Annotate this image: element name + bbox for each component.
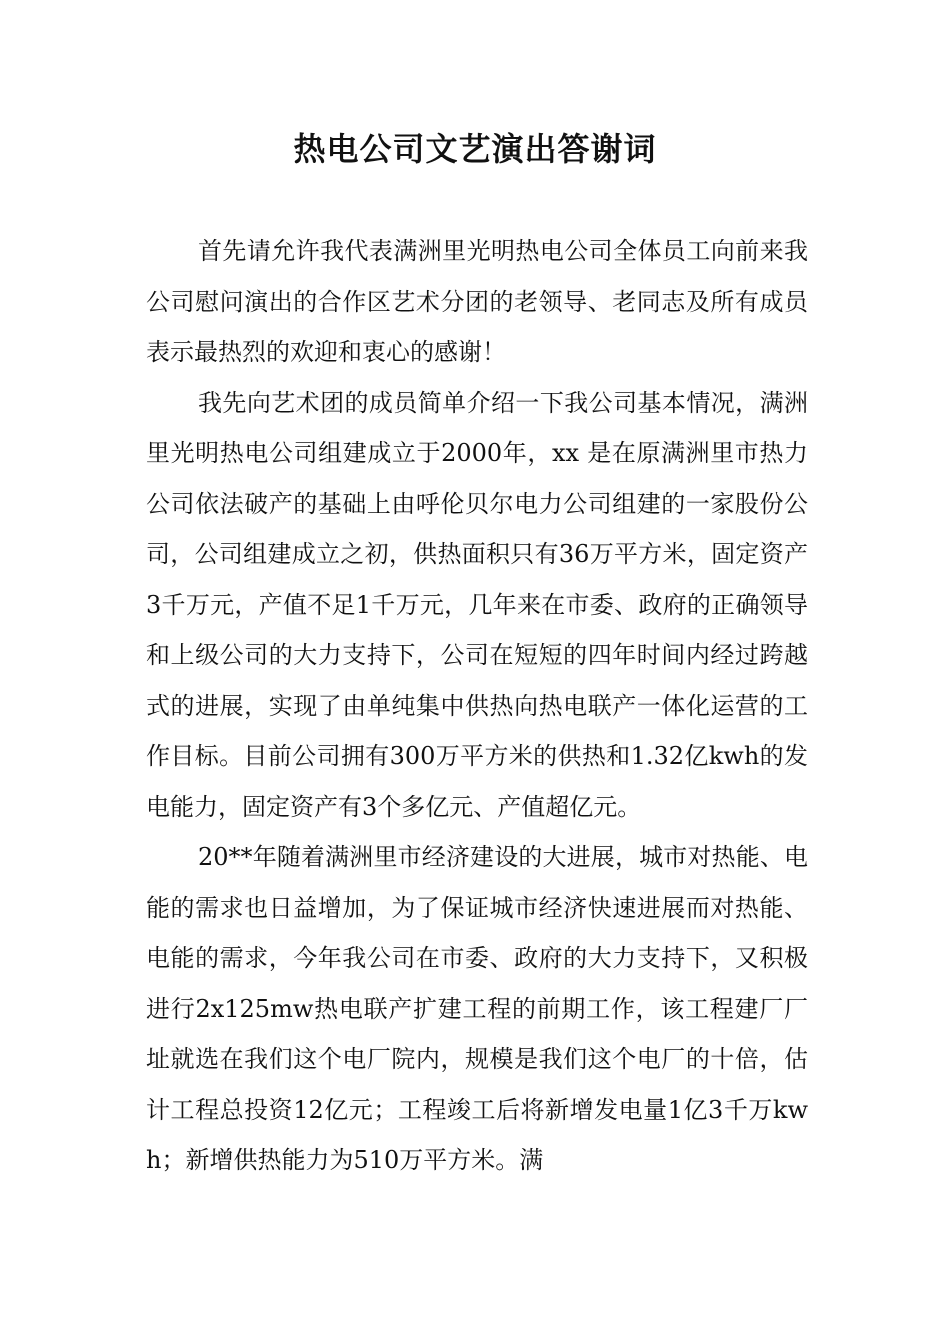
paragraph-3: 20**年随着满洲里市经济建设的大进展，城市对热能、电能的需求也日益增加，为了保证城市经济快速进展而对热能、电能的需求，今年我公司在市委、政府的大力支持下，又积极进行2x125mw热电联产扩建工程的前期工作，该工程建厂厂址就选在我们这个电厂院内，规模是我们这个电厂的十倍，估计工程总投资12亿元；工程竣工后将新增发电量1亿3千万kwh；新增供热能力为510万平方米。满: [146, 843, 808, 1174]
document-body: [146, 226, 808, 1186]
paragraph-2: 我先向艺术团的成员简单介绍一下我公司基本情况，满洲里光明热电公司组建成立于2000年，xx 是在原满洲里市热力公司依法破产的基础上由呼伦贝尔电力公司组建的一家股份公司，公司组建成立之初，供热面积只有36万平方米，固定资产3千万元，产值不足1千万元，几年来在市委、政府的正确领导和上级公司的大力支持下，公司在短短的四年时间内经过跨越式的进展，实现了由单纯集中供热向热电联产一体化运营的工作目标。目前公司拥有300万平方米的供热和1.32亿kwh的发电能力，固定资产有3个多亿元、产值超亿元。: [146, 388, 808, 821]
paragraph-1: 首先请允许我代表满洲里光明热电公司全体员工向前来我公司慰问演出的合作区艺术分团的老领导、老同志及所有成员表示最热烈的欢迎和衷心的感谢！: [146, 237, 808, 366]
document-title: 热电公司文艺演出答谢词: [293, 130, 657, 168]
